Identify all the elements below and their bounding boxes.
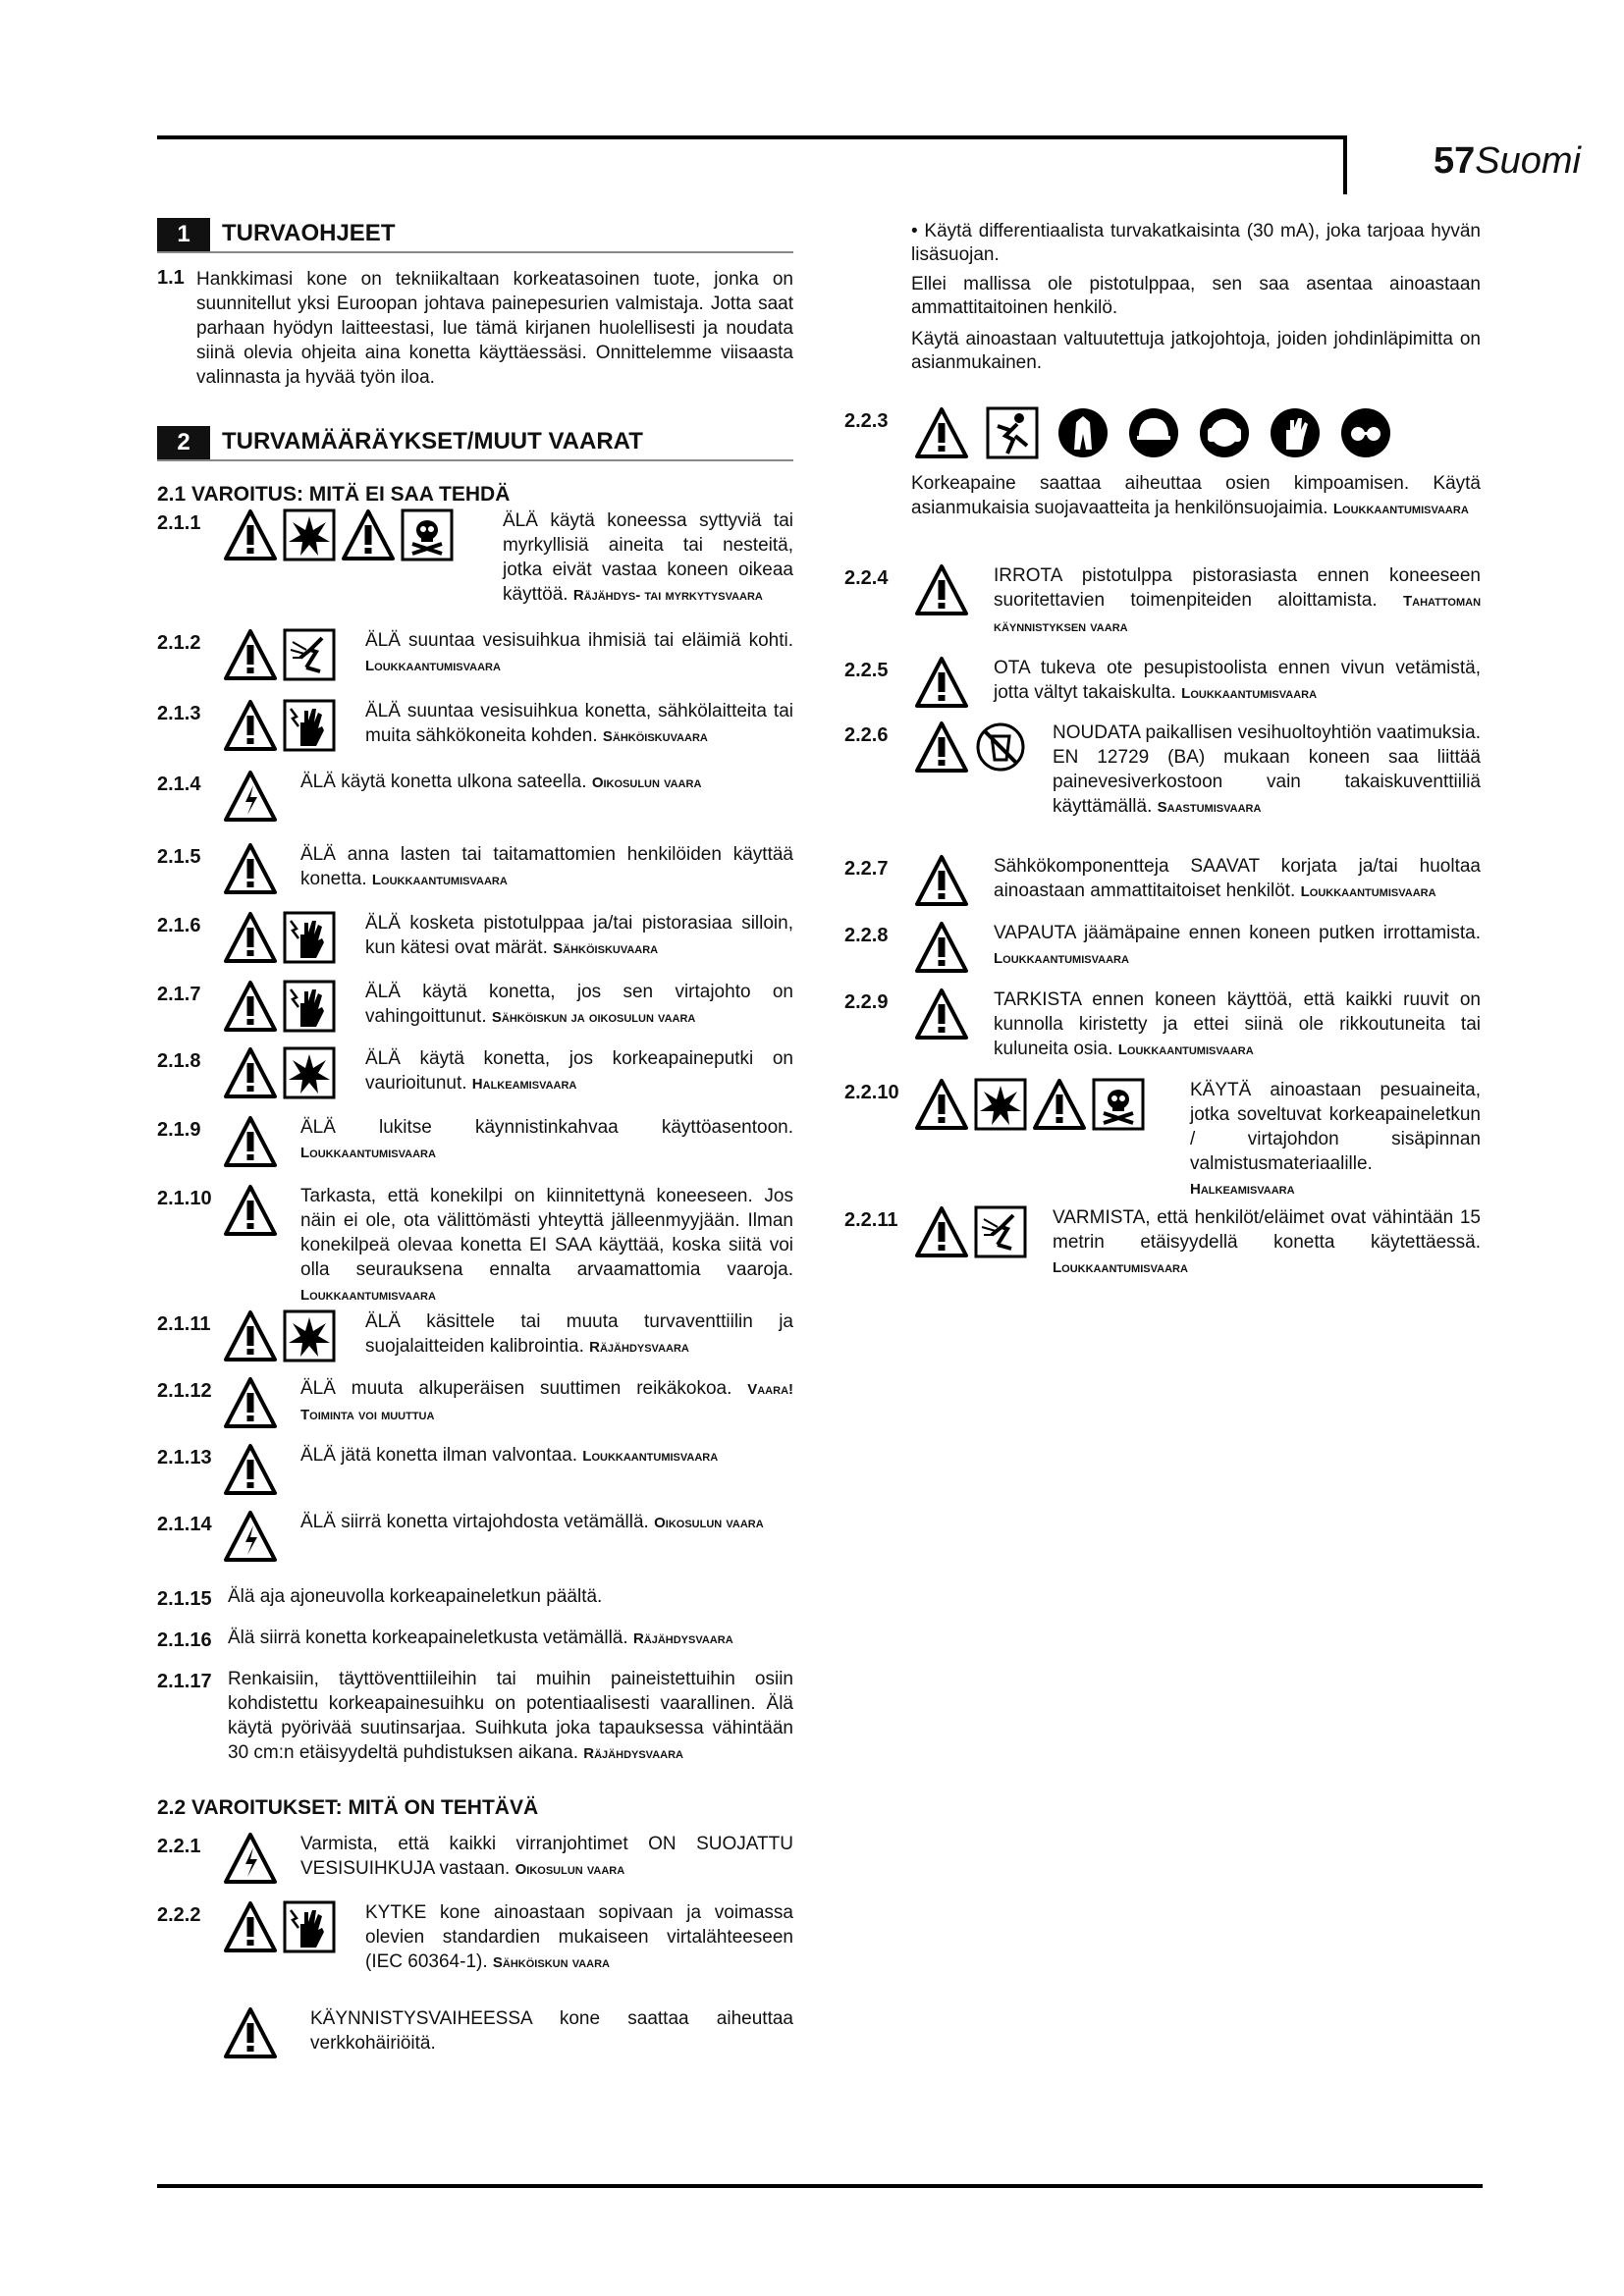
electric-hand-icon xyxy=(283,699,336,752)
item-text: IRROTA pistotulppa pistorasiasta ennen koneeseen suoritettavien toimenpiteiden aloittamista. xyxy=(994,565,1481,611)
item-text-block xyxy=(300,1510,793,1535)
item-number: 2.1.8 xyxy=(157,1050,201,1072)
section-title: TURVAOHJEET xyxy=(222,220,396,246)
icon-group xyxy=(224,1510,277,1563)
item-text: Sähkökomponentteja SAAVAT korjata ja/tai huoltaa ainoastaan ammattitaitoiset henkilöt. xyxy=(994,856,1481,901)
risk-label: Sähköiskuvaara xyxy=(602,728,708,745)
icon-group xyxy=(915,563,968,616)
no-drinking-water-icon xyxy=(974,721,1027,774)
item-number: 2.2.6 xyxy=(844,724,889,746)
warning-triangle-icon xyxy=(224,1115,277,1168)
explosion-icon xyxy=(974,1078,1027,1131)
icon-group xyxy=(915,988,968,1041)
warning-triangle-icon xyxy=(915,921,968,974)
electric-hand-icon xyxy=(283,980,336,1033)
warning-triangle-icon xyxy=(224,699,277,752)
item-number: 2.2.8 xyxy=(844,925,889,946)
risk-label: Halkeamisvaara xyxy=(471,1076,577,1093)
item-text: ÄLÄ anna lasten tai taitamattomien henkilöiden käyttää konetta. xyxy=(300,844,793,889)
risk-label: Sähköiskuvaara xyxy=(553,940,659,957)
section-1-header xyxy=(157,218,793,253)
item-text: ÄLÄ suuntaa vesisuihkua konetta, sähkölaitteita tai muita sähkökoneita kohden. xyxy=(365,701,793,746)
section-2-header xyxy=(157,426,793,461)
item-text: Älä siirrä konetta korkeapaineletkusta vetämällä. xyxy=(228,1628,628,1648)
item-text: NOUDATA paikallisen vesihuoltoyhtiön vaatimuksia. EN 12729 (BA) mukaan koneen saa liittää painevesiverkostoon vain takaiskuventtiiliä käyttämällä. xyxy=(1053,722,1481,817)
icon-group xyxy=(224,699,336,752)
item-text-block xyxy=(228,1584,793,1610)
warning-triangle-icon xyxy=(915,406,968,459)
item-number: 2.1.6 xyxy=(157,915,201,936)
item-text: ÄLÄ käytä konetta, jos sen virtajohto on vahingoittunut. xyxy=(365,982,793,1027)
icon-group xyxy=(224,508,454,561)
warning-triangle-icon xyxy=(224,842,277,895)
item-text-block xyxy=(994,656,1481,706)
item-text-block xyxy=(365,911,793,961)
item-number: 2.1.17 xyxy=(157,1671,212,1692)
item-number: 2.1.1 xyxy=(157,512,201,534)
risk-label: Oikosulun vaara xyxy=(654,1515,764,1531)
risk-label: Sähköiskun vaara xyxy=(492,1954,610,1971)
page-number: 57 xyxy=(1434,140,1476,182)
item-number: 2.1.2 xyxy=(157,632,201,654)
warning-triangle-icon xyxy=(915,1205,968,1258)
explosion-icon xyxy=(283,1046,336,1099)
warning-triangle-icon xyxy=(224,508,277,561)
goggles-icon xyxy=(1339,406,1392,459)
icon-group xyxy=(915,406,1392,459)
item-text: Renkaisiin, täyttöventtiileihin tai muihin paineistettuihin osiin kohdistettu korkeapainesuihku on potentiaalisesti vaarallinen. Älä käytä pyörivää suutinsarjaa. Suihkuta joka tapauksessa vähintään 30 cm:n etäisyydeltä puhdistuksen aikana. xyxy=(228,1669,793,1763)
item-text: ÄLÄ käytä koneessa syttyviä tai myrkyllisiä aineita tai nesteitä, jotka eivät vastaa koneen oikeaa käyttöä. xyxy=(503,510,793,605)
item-number: 2.1.7 xyxy=(157,984,201,1005)
risk-label: Loukkaantumisvaara xyxy=(300,1145,436,1161)
item-number: 2.2.10 xyxy=(844,1082,899,1103)
icon-group xyxy=(224,1184,277,1237)
item-text: TARKISTA ennen koneen käyttöä, että kaikki ruuvit on kunnolla kiristetty ja ettei siinä ole rikkoutuneita tai kuluneita osia. xyxy=(994,989,1481,1059)
icon-group xyxy=(224,842,277,895)
risk-label: Saastumisvaara xyxy=(1157,799,1262,816)
item-number: 2.1.12 xyxy=(157,1380,212,1402)
icon-group xyxy=(224,980,336,1033)
item-number: 2.2.9 xyxy=(844,991,889,1013)
risk-label: Halkeamisvaara xyxy=(1190,1181,1295,1198)
risk-label: Loukkaantumisvaara xyxy=(582,1448,719,1465)
risk-label: Tahattoman käynnistyksen vaara xyxy=(994,593,1482,635)
item-number: 1.1 xyxy=(157,267,185,289)
item-number: 2.1.5 xyxy=(157,846,201,868)
icon-group xyxy=(915,1205,1027,1258)
item-text-block xyxy=(300,1832,793,1882)
risk-label: Räjähdysvaara xyxy=(589,1339,689,1356)
flying-debris-icon xyxy=(986,406,1039,459)
warning-triangle-icon xyxy=(224,2006,277,2059)
warning-triangle-icon xyxy=(224,1443,277,1496)
explosion-icon xyxy=(283,1309,336,1362)
warning-triangle-icon xyxy=(915,563,968,616)
warning-triangle-icon xyxy=(224,980,277,1033)
coverall-icon xyxy=(1056,406,1110,459)
item-text-block xyxy=(310,2006,793,2056)
item-number: 2.2.1 xyxy=(157,1836,201,1857)
item-text-block xyxy=(365,628,793,678)
risk-label: Loukkaantumisvaara xyxy=(994,950,1129,967)
electric-hand-icon xyxy=(283,1900,336,1953)
item-text-block xyxy=(994,988,1481,1062)
icon-group xyxy=(224,1376,277,1429)
item-text-block xyxy=(994,563,1481,639)
item-number: 2.1.4 xyxy=(157,774,201,795)
section-number: 1 xyxy=(157,218,210,251)
item-text: ÄLÄ jätä konetta ilman valvontaa. xyxy=(300,1445,578,1466)
item-text-block xyxy=(300,1376,793,1427)
intro-bullet: • Käytä differentiaalista turvakatkaisinta (30 mA), joka tarjoaa hyvän lisäsuojan. xyxy=(911,221,1481,265)
item-text-block xyxy=(365,980,793,1030)
lightning-triangle-icon xyxy=(224,770,277,823)
item-number: 2.1.15 xyxy=(157,1588,212,1610)
icon-group xyxy=(915,854,968,907)
item-text-block xyxy=(228,1626,793,1651)
item-number: 2.1.13 xyxy=(157,1447,212,1468)
page-header xyxy=(1434,140,1581,183)
risk-label: Räjähdys- tai myrkytysvaara xyxy=(572,587,763,604)
warning-triangle-icon xyxy=(915,854,968,907)
risk-label: Vaara! Toiminta voi muuttua xyxy=(300,1381,794,1423)
spray-person-icon xyxy=(974,1205,1027,1258)
icon-group xyxy=(224,1443,277,1496)
risk-label: Loukkaantumisvaara xyxy=(1300,883,1436,900)
icon-group xyxy=(224,911,336,964)
warning-triangle-icon xyxy=(915,656,968,709)
item-text: ÄLÄ käsittele tai muuta turvaventtiilin ja suojalaitteiden kalibrointia. xyxy=(365,1311,793,1357)
footer-rule xyxy=(157,2184,1483,2188)
item-text: ÄLÄ lukitse käynnistinkahvaa käyttöasentoon. xyxy=(300,1117,793,1138)
item-text: Tarkasta, että konekilpi on kiinnitettynä koneeseen. Jos näin ei ole, ota välittömästi yhteyttä jälleenmyyjään. Ilman konekilpeä olevaa konetta EI SAA käyttää, koska siitä voi olla seurauksena ennalta arvaamattomia vaaroja. xyxy=(300,1186,793,1280)
item-text: Älä aja ajoneuvolla korkeapaineletkun päältä. xyxy=(228,1586,603,1607)
item-text-block xyxy=(365,699,793,749)
risk-label: Loukkaantumisvaara xyxy=(1117,1041,1254,1058)
intro-paragraph: Käytä ainoastaan valtuutettuja jatkojohtoja, joiden johdinläpimitta on asianmukainen. xyxy=(911,329,1481,373)
item-text: ÄLÄ kosketa pistotulppaa ja/tai pistorasiaa silloin, kun kätesi ovat märät. xyxy=(365,913,793,958)
warning-triangle-icon xyxy=(224,628,277,681)
header-rule xyxy=(157,135,1345,139)
skull-icon xyxy=(1092,1078,1145,1131)
item-text-block xyxy=(300,842,793,892)
icon-group xyxy=(224,1832,277,1885)
risk-label: Loukkaantumisvaara xyxy=(371,872,508,888)
warning-triangle-icon xyxy=(1033,1078,1086,1131)
item-number: 2.2.5 xyxy=(844,660,889,681)
warning-triangle-icon xyxy=(224,1309,277,1362)
item-text-block xyxy=(994,921,1481,971)
item-text: OTA tukeva ote pesupistoolista ennen vivun vetämistä, jotta vältyt takaiskulta. xyxy=(994,658,1481,703)
warning-triangle-icon xyxy=(224,1900,277,1953)
icon-group xyxy=(224,770,277,823)
item-text: ÄLÄ siirrä konetta virtajohdosta vetämällä. xyxy=(300,1512,649,1532)
item-text: KÄYNNISTYSVAIHEESSA kone saattaa aiheuttaa verkkohäiriöitä. xyxy=(310,2008,793,2054)
item-text-block xyxy=(365,1900,793,1975)
item-text-block xyxy=(1053,1205,1481,1280)
icon-group xyxy=(224,1309,336,1362)
item-text: KYTKE kone ainoastaan sopivaan ja voimassa olevien standardien mukaiseen virtalähteeseen (IEC 60364-1). xyxy=(365,1902,793,1972)
item-text: VARMISTA, että henkilöt/eläimet ovat vähintään 15 metrin etäisyydellä konetta käytettäessä. xyxy=(1053,1207,1481,1253)
item-text-block xyxy=(994,854,1481,904)
item-text-block xyxy=(300,1184,793,1308)
intro-paragraph: Ellei mallissa ole pistotulppaa, sen saa asentaa ainoastaan ammattitaitoinen henkilö. xyxy=(911,274,1481,318)
explosion-icon xyxy=(283,508,336,561)
skull-icon xyxy=(401,508,454,561)
section-title: TURVAMÄÄRÄYKSET/MUUT VAARAT xyxy=(222,428,643,454)
risk-label: Sähköiskun ja oikosulun vaara xyxy=(491,1009,696,1026)
item-number: 2.2.7 xyxy=(844,858,889,880)
subsection-title: 2.2 VAROITUKSET: MITÄ ON TEHTÄVÄ xyxy=(157,1796,539,1819)
item-number: 2.2.11 xyxy=(844,1209,898,1231)
icon-group xyxy=(915,921,968,974)
gloves-icon xyxy=(1269,406,1322,459)
item-text: KÄYTÄ ainoastaan pesuaineita, jotka soveltuvat korkeapaineletkun / virtajohdon sisäpinnan valmistusmateriaalille. xyxy=(1190,1080,1481,1174)
helmet-icon xyxy=(1127,406,1180,459)
icon-group xyxy=(915,656,968,709)
item-number: 2.1.3 xyxy=(157,703,201,724)
item-number: 2.1.14 xyxy=(157,1514,212,1535)
risk-label: Loukkaantumisvaara xyxy=(365,658,501,674)
lightning-triangle-icon xyxy=(224,1510,277,1563)
item-text-block xyxy=(300,770,793,795)
warning-triangle-icon xyxy=(224,911,277,964)
item-text-block xyxy=(1190,1078,1481,1201)
warning-triangle-icon xyxy=(342,508,395,561)
risk-label: Loukkaantumisvaara xyxy=(1332,501,1469,517)
ear-protection-icon xyxy=(1198,406,1251,459)
item-text: ÄLÄ muuta alkuperäisen suuttimen reikäkokoa. xyxy=(300,1378,732,1399)
risk-label: Loukkaantumisvaara xyxy=(1053,1259,1188,1276)
risk-label: Loukkaantumisvaara xyxy=(1181,685,1318,702)
item-number: 2.2.2 xyxy=(157,1904,201,1926)
item-text-block xyxy=(365,1046,793,1096)
item-text: ÄLÄ käytä konetta ulkona sateella. xyxy=(300,772,587,792)
warning-triangle-icon xyxy=(224,1376,277,1429)
section-number: 2 xyxy=(157,426,210,459)
item-text-block xyxy=(1053,721,1481,820)
warning-triangle-icon xyxy=(915,721,968,774)
warning-triangle-icon xyxy=(915,1078,968,1131)
item-text-block xyxy=(911,471,1481,521)
item-text: Varmista, että kaikki virranjohtimet ON SUOJATTU VESISUIHKUJA vastaan. xyxy=(300,1834,793,1879)
electric-hand-icon xyxy=(283,911,336,964)
spray-person-icon xyxy=(283,628,336,681)
icon-group xyxy=(224,1115,277,1168)
icon-group xyxy=(915,1078,1145,1131)
item-number: 2.1.16 xyxy=(157,1629,212,1651)
item-text-block xyxy=(503,508,793,608)
page-language: Suomi xyxy=(1475,140,1581,182)
item-text: ÄLÄ käytä konetta, jos korkeapaineputki on vaurioitunut. xyxy=(365,1048,793,1094)
header-rule-tick xyxy=(1343,135,1347,194)
item-text-block xyxy=(365,1309,793,1360)
icon-group xyxy=(915,721,1027,774)
item-number: 2.1.9 xyxy=(157,1119,201,1141)
item-text: VAPAUTA jäämäpaine ennen koneen putken irrottamista. xyxy=(994,923,1481,943)
item-text-block xyxy=(300,1115,793,1165)
icon-group xyxy=(224,1046,336,1099)
item-number: 2.1.10 xyxy=(157,1188,212,1209)
subsection-title: 2.1 VAROITUS: MITÄ EI SAA TEHDÄ xyxy=(157,483,511,506)
risk-label: Räjähdysvaara xyxy=(583,1745,683,1762)
item-text: Korkeapaine saattaa aiheuttaa osien kimpoamisen. Käytä asianmukaisia suojavaatteita ja henkilönsuojaimia. xyxy=(911,473,1481,518)
item-number: 2.2.3 xyxy=(844,410,889,432)
icon-group xyxy=(224,1900,336,1953)
item-text: ÄLÄ suuntaa vesisuihkua ihmisiä tai eläimiä kohti. xyxy=(365,630,793,651)
risk-label: Loukkaantumisvaara xyxy=(300,1287,436,1304)
warning-triangle-icon xyxy=(224,1184,277,1237)
icon-group xyxy=(224,2006,277,2059)
warning-triangle-icon xyxy=(915,988,968,1041)
item-text-block xyxy=(300,1443,793,1468)
risk-label: Räjähdysvaara xyxy=(632,1630,733,1647)
risk-label: Oikosulun vaara xyxy=(514,1861,625,1878)
risk-label: Oikosulun vaara xyxy=(591,774,702,791)
item-number: 2.1.11 xyxy=(157,1313,211,1335)
lightning-triangle-icon xyxy=(224,1832,277,1885)
item-number: 2.2.4 xyxy=(844,567,889,589)
warning-triangle-icon xyxy=(224,1046,277,1099)
icon-group xyxy=(224,628,336,681)
item-text-block xyxy=(228,1667,793,1766)
intro-paragraph: Hankkimasi kone on tekniikaltaan korkeatasoinen tuote, jonka on suunnitellut yksi Euroopan johtava painepesurien valmistaja. Jotta saat parhaan hyödyn laitteestasi, lue tämä kirjanen huolellisesti ja noudata siinä olevia ohjeita aina konetta käyttäessäsi. Onnittelemme viisaasta valinnasta ja hyvää työn iloa. xyxy=(196,269,793,388)
